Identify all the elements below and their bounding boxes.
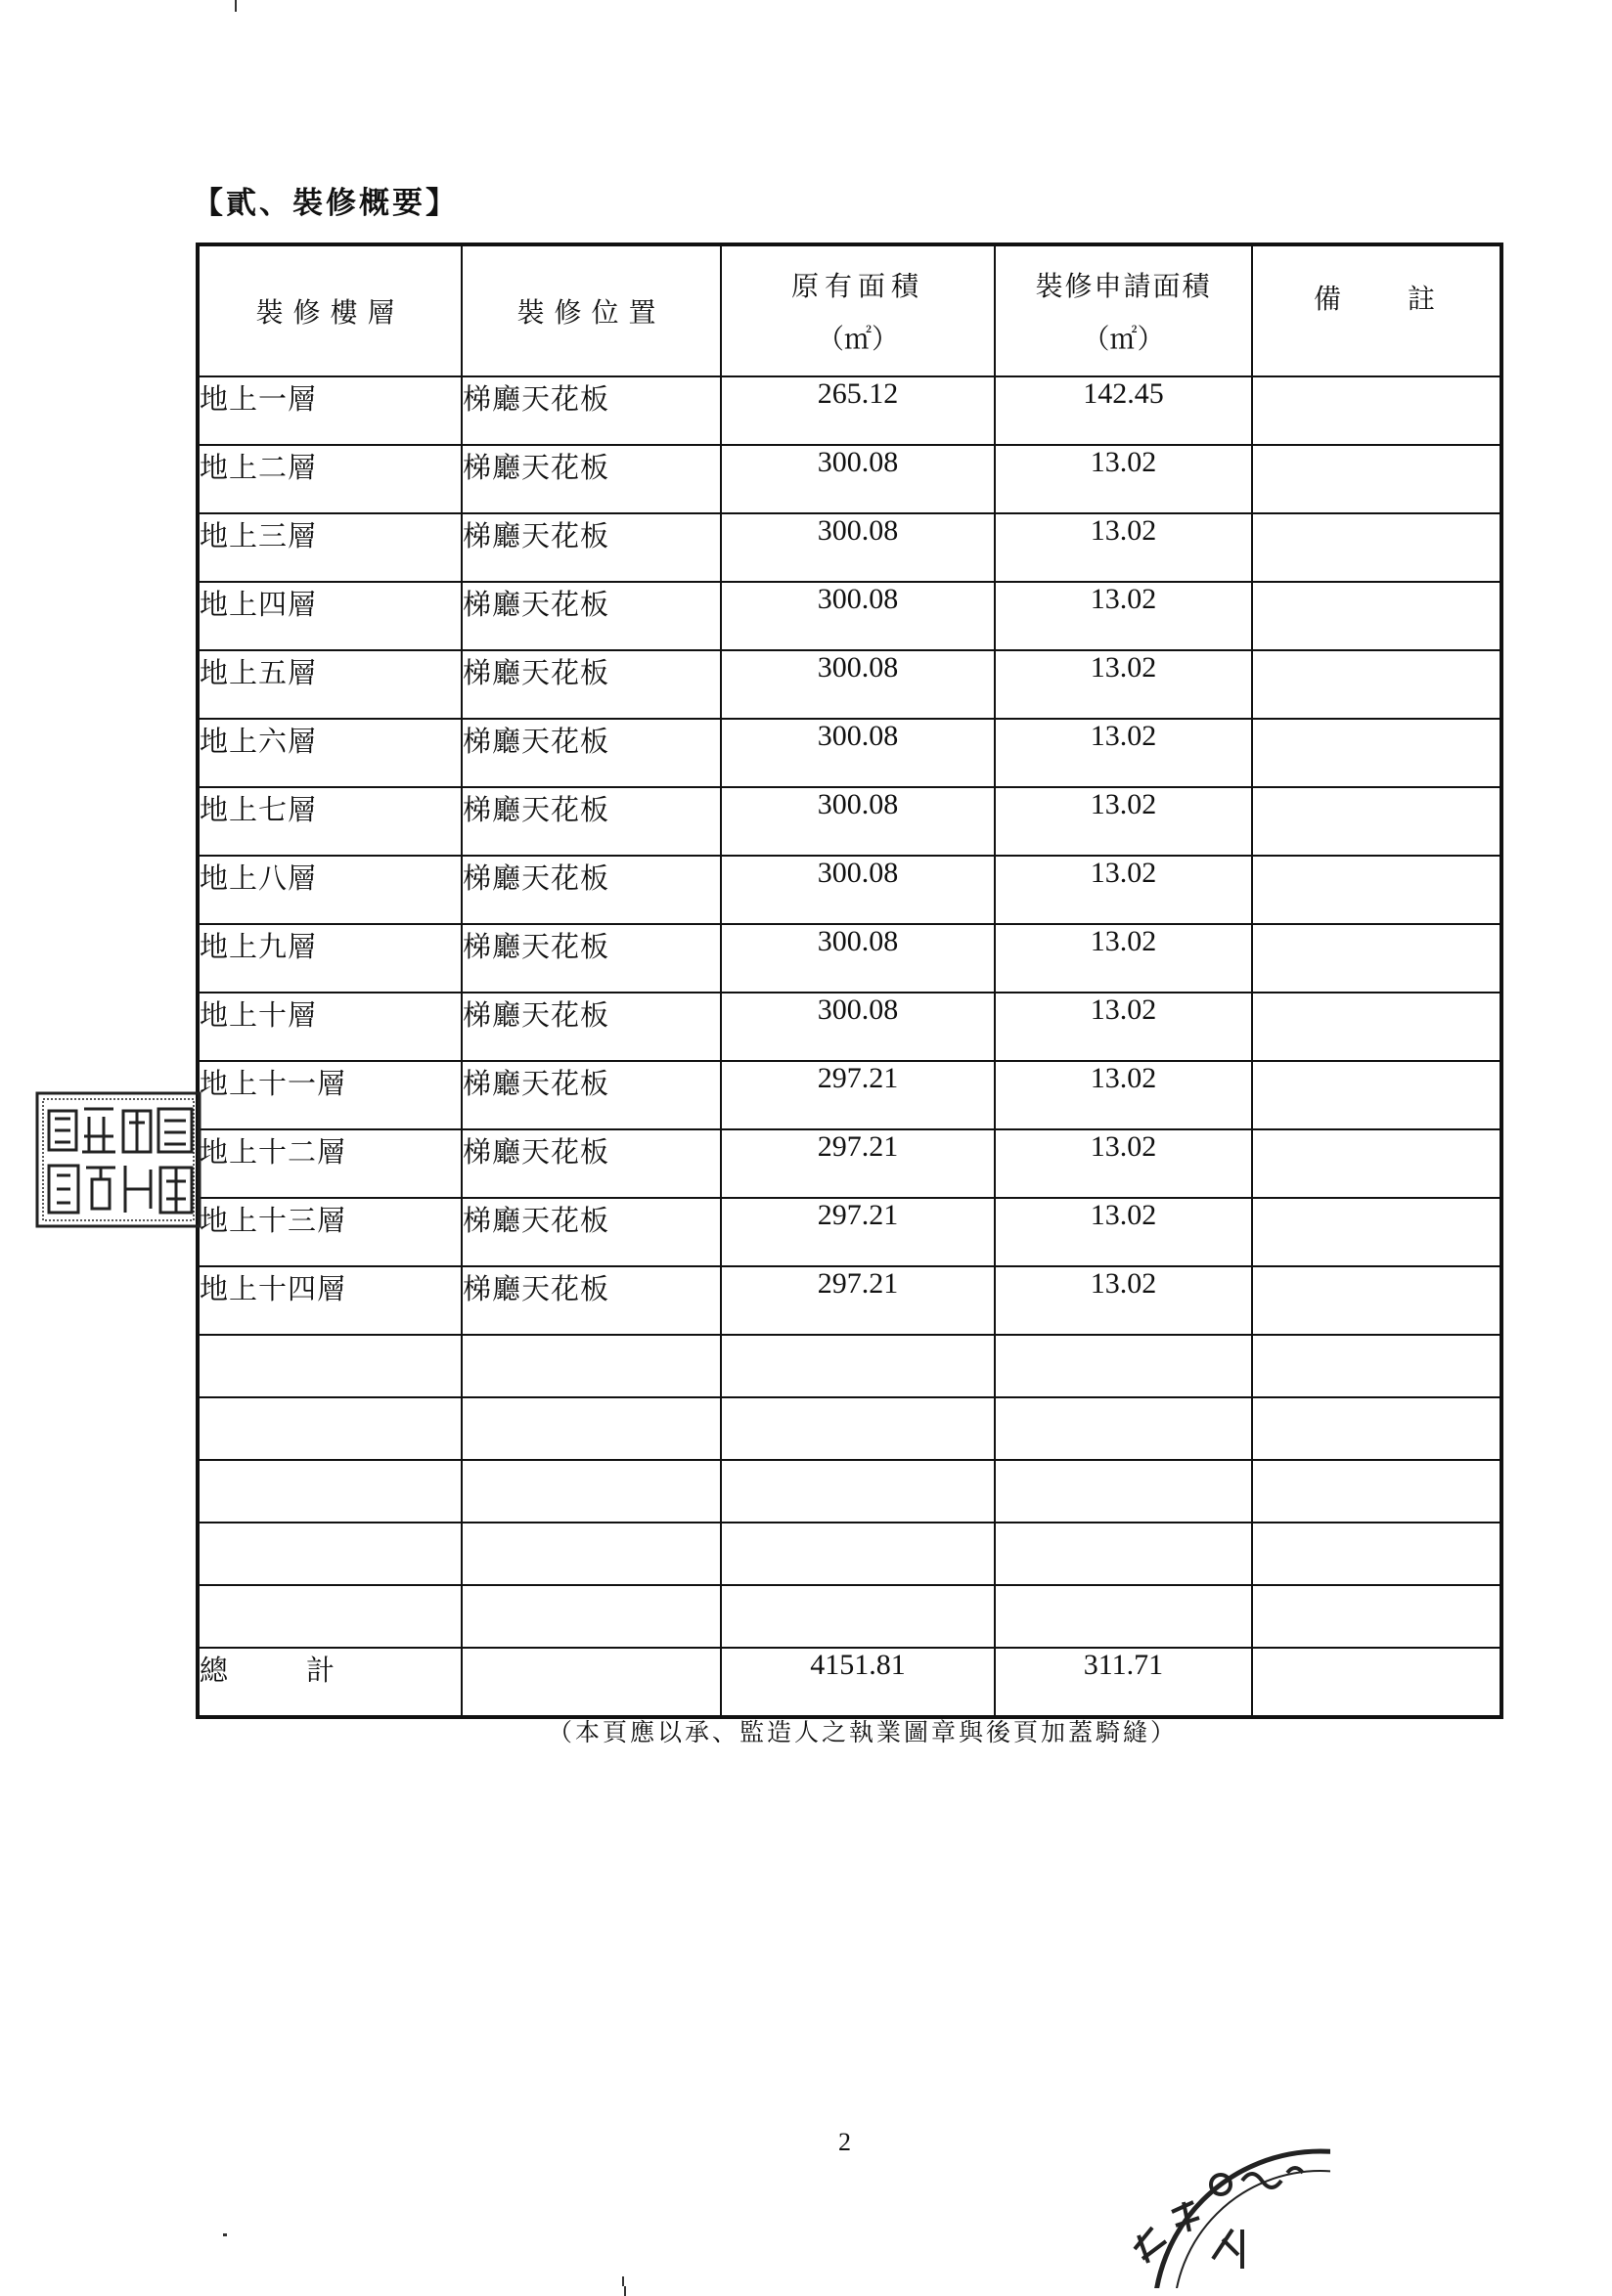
blank-cell [995, 1460, 1252, 1523]
floor-cell: 地上二層 [198, 445, 462, 513]
applied-area-cell: 13.02 [995, 513, 1252, 582]
total-label-cell [198, 1648, 462, 1717]
header-remarks: 備 註 [1252, 244, 1501, 376]
blank-row [198, 1523, 1501, 1585]
location-cell: 梯廳天花板 [462, 787, 721, 856]
floor-cell: 地上八層 [198, 856, 462, 924]
table-row [198, 1198, 1501, 1266]
remarks-cell [1252, 787, 1501, 856]
blank-row [198, 1335, 1501, 1397]
blank-row [198, 1460, 1501, 1523]
remarks-cell [1252, 719, 1501, 787]
remarks-cell [1252, 1129, 1501, 1198]
original-area-cell: 297.21 [721, 1129, 995, 1198]
table-row [198, 993, 1501, 1061]
header-original-area-unit: （㎡） [816, 323, 899, 355]
floor-cell: 地上三層 [198, 513, 462, 582]
management-office-round-stamp-graphic [1096, 2141, 1330, 2288]
table-row [198, 445, 1501, 513]
management-office-round-stamp [1096, 2141, 1330, 2292]
header-applied-area [995, 244, 1252, 376]
blank-cell [198, 1397, 462, 1460]
location-cell: 梯廳天花板 [462, 993, 721, 1061]
location-cell: 梯廳天花板 [462, 445, 721, 513]
floor-cell: 地上七層 [198, 787, 462, 856]
blank-row [198, 1585, 1501, 1648]
location-cell: 梯廳天花板 [462, 1061, 721, 1129]
original-area-cell: 300.08 [721, 650, 995, 719]
table-row [198, 1061, 1501, 1129]
blank-row [198, 1397, 1501, 1460]
remarks-cell [1252, 993, 1501, 1061]
remarks-cell [1252, 924, 1501, 993]
location-cell: 梯廳天花板 [462, 1198, 721, 1266]
floor-cell: 地上十二層 [198, 1129, 462, 1198]
floor-cell: 地上十一層 [198, 1061, 462, 1129]
blank-cell [995, 1523, 1252, 1585]
blank-cell [721, 1460, 995, 1523]
location-cell: 梯廳天花板 [462, 376, 721, 445]
applied-area-cell: 13.02 [995, 1198, 1252, 1266]
blank-cell [1252, 1460, 1501, 1523]
applied-area-cell: 13.02 [995, 650, 1252, 719]
table-row [198, 787, 1501, 856]
total-original-area-cell: 4151.81 [721, 1648, 995, 1717]
total-applied-area-cell: 311.71 [995, 1648, 1252, 1717]
blank-cell [462, 1523, 721, 1585]
remarks-cell [1252, 1198, 1501, 1266]
renovation-summary-table [196, 243, 1503, 1719]
floor-cell: 地上十三層 [198, 1198, 462, 1266]
blank-cell [462, 1585, 721, 1648]
scan-speck [223, 2233, 227, 2236]
floor-cell: 地上九層 [198, 924, 462, 993]
header-original-area [721, 244, 995, 376]
table-row [198, 719, 1501, 787]
floor-cell: 地上十四層 [198, 1266, 462, 1335]
footnote: （本頁應以承、監造人之執業圖章與後頁加蓋騎縫） [548, 1718, 1179, 1746]
location-cell: 梯廳天花板 [462, 582, 721, 650]
scan-speck [235, 0, 237, 12]
original-area-cell: 300.08 [721, 445, 995, 513]
header-floor: 裝修樓層 [198, 244, 462, 376]
original-area-cell: 297.21 [721, 1061, 995, 1129]
location-cell: 梯廳天花板 [462, 856, 721, 924]
applied-area-cell: 13.02 [995, 924, 1252, 993]
remarks-cell [1252, 1266, 1501, 1335]
table-row [198, 513, 1501, 582]
floor-cell: 地上五層 [198, 650, 462, 719]
blank-cell [462, 1335, 721, 1397]
floor-cell: 地上六層 [198, 719, 462, 787]
header-applied-area-label: 裝修申請面積 [1035, 270, 1212, 302]
table-row [198, 650, 1501, 719]
floor-cell: 地上四層 [198, 582, 462, 650]
scan-speck [622, 2276, 624, 2286]
blank-cell [721, 1335, 995, 1397]
header-original-area-label: 原有面積 [790, 270, 924, 302]
remarks-cell [1252, 445, 1501, 513]
remarks-cell [1252, 513, 1501, 582]
total-location-cell [462, 1648, 721, 1717]
applied-area-cell: 13.02 [995, 787, 1252, 856]
table-row [198, 1266, 1501, 1335]
total-label-b: 計 [306, 1654, 336, 1687]
table-row [198, 1129, 1501, 1198]
original-area-cell: 300.08 [721, 787, 995, 856]
applied-area-cell: 13.02 [995, 582, 1252, 650]
applied-area-cell: 13.02 [995, 856, 1252, 924]
blank-cell [1252, 1397, 1501, 1460]
location-cell: 梯廳天花板 [462, 924, 721, 993]
location-cell: 梯廳天花板 [462, 719, 721, 787]
architect-seal-stamp-graphic [35, 1091, 202, 1228]
table-row [198, 376, 1501, 445]
header-applied-area-unit: （㎡） [1082, 323, 1165, 355]
total-remarks-cell [1252, 1648, 1501, 1717]
blank-cell [198, 1523, 462, 1585]
original-area-cell: 300.08 [721, 856, 995, 924]
original-area-cell: 265.12 [721, 376, 995, 445]
blank-cell [995, 1335, 1252, 1397]
blank-cell [198, 1585, 462, 1648]
blank-cell [721, 1397, 995, 1460]
blank-cell [1252, 1335, 1501, 1397]
architect-seal-stamp [35, 1091, 202, 1232]
location-cell: 梯廳天花板 [462, 1266, 721, 1335]
section-title: 【貳、裝修概要】 [193, 186, 459, 221]
blank-cell [995, 1585, 1252, 1648]
applied-area-cell: 142.45 [995, 376, 1252, 445]
original-area-cell: 300.08 [721, 582, 995, 650]
remarks-cell [1252, 1061, 1501, 1129]
blank-cell [1252, 1585, 1501, 1648]
blank-cell [198, 1335, 462, 1397]
blank-cell [462, 1460, 721, 1523]
location-cell: 梯廳天花板 [462, 513, 721, 582]
original-area-cell: 300.08 [721, 924, 995, 993]
location-cell: 梯廳天花板 [462, 1129, 721, 1198]
table-header-row [198, 244, 1501, 376]
header-location: 裝修位置 [462, 244, 721, 376]
table-body [198, 376, 1501, 1717]
floor-cell: 地上十層 [198, 993, 462, 1061]
blank-cell [198, 1460, 462, 1523]
original-area-cell: 297.21 [721, 1198, 995, 1266]
floor-cell: 地上一層 [198, 376, 462, 445]
blank-cell [721, 1585, 995, 1648]
page-number: 2 [838, 2128, 851, 2156]
remarks-cell [1252, 376, 1501, 445]
scan-speck [624, 2286, 626, 2296]
remarks-cell [1252, 582, 1501, 650]
blank-cell [721, 1523, 995, 1585]
blank-cell [462, 1397, 721, 1460]
remarks-cell [1252, 856, 1501, 924]
blank-cell [995, 1397, 1252, 1460]
location-cell: 梯廳天花板 [462, 650, 721, 719]
applied-area-cell: 13.02 [995, 993, 1252, 1061]
applied-area-cell: 13.02 [995, 1061, 1252, 1129]
applied-area-cell: 13.02 [995, 445, 1252, 513]
table-row [198, 582, 1501, 650]
original-area-cell: 297.21 [721, 1266, 995, 1335]
table-row [198, 856, 1501, 924]
applied-area-cell: 13.02 [995, 1266, 1252, 1335]
original-area-cell: 300.08 [721, 513, 995, 582]
original-area-cell: 300.08 [721, 719, 995, 787]
original-area-cell: 300.08 [721, 993, 995, 1061]
total-label-a: 總 [200, 1654, 229, 1687]
blank-cell [1252, 1523, 1501, 1585]
applied-area-cell: 13.02 [995, 1129, 1252, 1198]
remarks-cell [1252, 650, 1501, 719]
total-row [198, 1648, 1501, 1717]
applied-area-cell: 13.02 [995, 719, 1252, 787]
table-row [198, 924, 1501, 993]
